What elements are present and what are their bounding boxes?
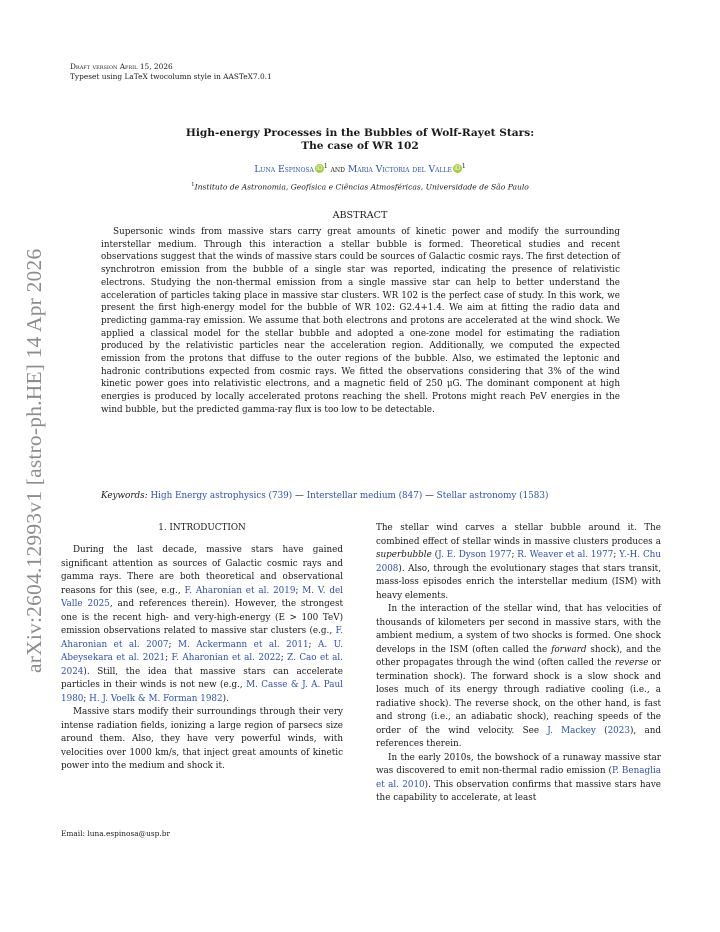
keyword-link[interactable]: Stellar astronomy (1583) — [436, 491, 549, 501]
paragraph: Massive stars modify their surroundings through their very intense radiation fields, ionizing a large region of parsecs size around them. Also, they have very powerful winds, with velocities over 1000 km/s, that inject great amounts of kinetic power into the medium and shock it. — [61, 707, 343, 771]
title-line-1: High-energy Processes in the Bubbles of Wolf-Rayet Stars: — [185, 127, 535, 139]
keyword-link[interactable]: High Energy astrophysics (739) — [150, 491, 293, 501]
citation-link[interactable]: F. Aharonian et al. 2007 — [61, 626, 343, 650]
arxiv-identifier-stamp: arXiv:2604.12993v1 [astro-ph.HE] 14 Apr 2026 — [22, 248, 46, 673]
author-conjunction: and — [330, 164, 345, 176]
paragraph: In the interaction of the stellar wind, that has velocities of thousands of kilometers per second in massive stars, with the ambient medium, a system of two shocks is formed. One shock develops in the ISM (often called the forward shock), and the other propagates through the wind (often called the reverse or termination shock). The forward shock is a slow shock and loses much of its energy through radiative cooling (i.e., a radiative shock). The reverse shock, on the other hand, is fast and strong (i.e., an adiabatic shock), reaching speeds of the order of the wind velocity. See J. Mackey (2023), and references therein. — [376, 604, 661, 749]
author-affil-sup: 1 — [323, 163, 328, 170]
section-heading-introduction: 1. INTRODUCTION — [158, 523, 246, 533]
left-column — [61, 544, 343, 774]
citation-link[interactable]: H. J. Voelk & M. Forman 1982 — [89, 693, 223, 704]
affiliation-sup: 1 — [191, 182, 195, 188]
title-line-2: The case of WR 102 — [301, 140, 419, 152]
author-list — [100, 163, 620, 175]
citation-link[interactable]: M. Casse & J. A. Paul 1980 — [61, 680, 343, 704]
abstract-heading: ABSTRACT — [332, 210, 388, 221]
citation-link[interactable]: F. Aharonian et al. 2022 — [171, 653, 281, 663]
keyword-link[interactable]: Interstellar medium (847) — [306, 491, 423, 501]
orcid-icon[interactable]: iD — [316, 165, 323, 173]
keyword-separator: — — [422, 491, 437, 501]
author-link-espinosa[interactable]: Luna Espinosa — [254, 164, 314, 176]
author-link-del-valle[interactable]: Maria Victoria del Valle — [347, 164, 452, 176]
orcid-icon[interactable]: iD — [454, 165, 461, 173]
keywords-label: Keywords: — [101, 491, 148, 501]
paragraph: In the early 2010s, the bowshock of a runaway massive star was discovered to emit non-thermal radio emission (P. Benaglia et al. 2010). This observation confirms that massive stars have the capability to accelerate, at least — [376, 752, 662, 803]
citation-link[interactable]: J. E. Dyson 1977 — [438, 550, 512, 560]
citation-link[interactable]: Z. Cao et al. 2024 — [61, 653, 343, 677]
draft-header — [70, 62, 272, 82]
affiliation-text: Instituto de Astronomia, Geofísica e Ciências Atmosféricas, Universidade de São Paulo — [194, 182, 529, 192]
citation-link[interactable]: F. Aharonian et al. 2019 — [184, 585, 296, 596]
affiliation — [100, 182, 620, 192]
typeset-line: Typeset using LaTeX twocolumn style in AASTeX7.0.1 — [70, 72, 272, 81]
paper-title — [100, 127, 620, 153]
citation-link[interactable]: J. Mackey — [547, 725, 596, 736]
abstract-body: Supersonic winds from massive stars carry great amounts of kinetic power and modify the surrounding interstellar medium. Through this interaction a stellar bubble is formed. Theoretical studies and recent observations suggest that the winds of massive stars could be sources of Galactic cosmic rays. The first detection of synchrotron emission from the bubble of a single star was reported, indicating the presence of relativistic electrons. Studying the non-thermal emission from a single massive star can help to better understand the acceleration of particles taking place in massive star clusters. WR 102 is the perfect case of study. In this work, we present the first high-energy model for the bubble of WR 102: G2.4+1.4. We aim at fitting the radio data and predicting gamma-ray emission. We assume that both electrons and protons are accelerated at the wind shock. We applied a classical model for the stellar bubble and adopted a one-zone model for estimating the radiation produced by the relativistic particles near the acceleration region. Additionally, we computed the expected emission from the protons that diffuse to the outer regions of the bubble. Also, we estimated the leptonic and hadronic contributions expected from cosmic rays. We fitted the observations considering that 3% of the wind kinetic power goes into relativistic electrons, and a magnetic field of 250 μG. The dominant component at high energies is produced by locally accelerated protons reaching the shell. Protons might reach PeV energies in the wind bubble, but the predicted gamma-ray flux is too low to be detectable. — [101, 227, 620, 415]
author-affil-sup: 1 — [461, 163, 466, 170]
citation-link[interactable]: M. V. del Valle 2025 — [61, 585, 343, 609]
paragraph: During the last decade, massive stars have gained significant attention as sources of Galactic cosmic rays and gamma rays. There are both theoretical and observational reasons for this (see, e.g., F. Aharonian et al. 2019; M. V. del Valle 2025, and references therein). However, the strongest one is the recent high- and very-high-energy (E > 100 TeV) emission observations related to massive star clusters (e.g., F. Aharonian et al. 2007; M. Ackermann et al. 2011; A. U. Abeysekara et al. 2021; F. Aharonian et al. 2022; Z. Cao et al. 2024). Still, the idea that massive stars can accelerate particles in their winds is not new (e.g., M. Casse & J. A. Paul 1980; H. J. Voelk & M. Forman 1982). — [61, 545, 343, 704]
citation-link[interactable]: 2023 — [607, 725, 630, 736]
right-column — [376, 522, 661, 806]
email-footnote: Email: luna.espinosa@usp.br — [61, 829, 170, 838]
citation-link[interactable]: P. Benaglia et al. 2010 — [376, 766, 662, 790]
draft-version-line: Draft version April 15, 2026 — [70, 62, 173, 71]
keyword-separator: — — [292, 491, 307, 501]
paragraph: The stellar wind carves a stellar bubble around it. The combined effect of stellar winds in massive clusters produces a superbubble (J. E. Dyson 1977; R. Weaver et al. 1977; Y.-H. Chu 2008). Also, through the evolutionary stages that stars transit, mass-loss episodes enrich the interstellar medium (ISM) with heavy elements. — [376, 523, 662, 601]
keywords-line — [101, 491, 621, 501]
citation-link[interactable]: M. Ackermann et al. 2011 — [177, 639, 309, 650]
citation-link[interactable]: R. Weaver et al. 1977 — [517, 550, 614, 560]
citation-link[interactable]: Y.-H. Chu 2008 — [376, 550, 662, 574]
citation-link[interactable]: A. U. Abeysekara et al. 2021 — [61, 639, 343, 663]
